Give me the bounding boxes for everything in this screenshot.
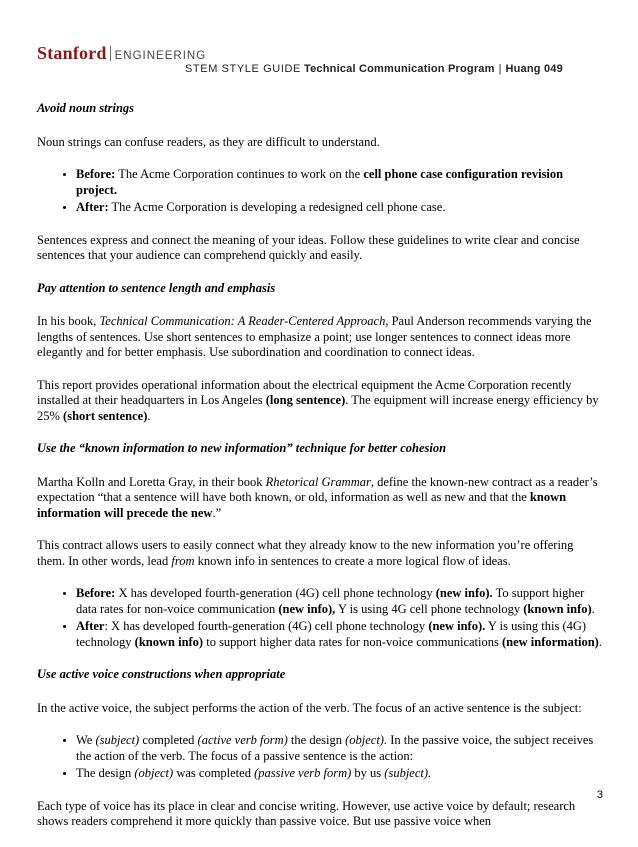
- heading-known-new: Use the “known information to new information” technique for better cohesion: [37, 441, 447, 455]
- paragraph: Sentences express and connect the meaning of your ideas. Follow these guidelines to write clear and concise sentences that your audience can comprehend quickly and easily.: [37, 232, 580, 262]
- header-course: Huang 049: [505, 63, 563, 75]
- list-item: • Before: X has developed fourth-generation (4G) cell phone technology (new info). To support higher data rates for non-voice communication (new info), Y is using 4G cell phone technology (known info).: [76, 586, 603, 617]
- list-item: • The design (object) was completed (passive verb form) by us (subject).: [76, 766, 603, 782]
- list-item: • We (subject) completed (active verb form) the design (object). In the passive voice, the subject receives the action of the verb. The focus of a passive sentence is the action:: [76, 733, 603, 764]
- page-number: 3: [596, 789, 603, 801]
- heading-sentence-length: Pay attention to sentence length and emphasis: [37, 280, 276, 295]
- list-item: • After: X has developed fourth-generation (4G) cell phone technology (new info). Y is using this (4G) technology (known info) to support higher data rates for non-voice communications (new information).: [76, 619, 603, 650]
- paragraph: In the active voice, the subject performs the action of the verb. The focus of an active sentence is the subject:: [37, 700, 582, 715]
- document-body: [37, 101, 603, 847]
- stanford-engineering-logo: [37, 43, 206, 64]
- logo-engineering: ENGINEERING: [114, 50, 207, 62]
- bullet-list: [37, 733, 603, 782]
- list-item: • After: The Acme Corporation is developing a redesigned cell phone case.: [76, 200, 603, 216]
- paragraph: This contract allows users to easily connect what they already know to the new information you’re offering them. In other words, lead from known info in sentences to create a more logical flow of ideas.: [37, 538, 574, 568]
- heading-noun-strings: Avoid noun strings: [37, 101, 135, 115]
- heading-active-voice: Use active voice constructions when appropriate: [37, 667, 286, 681]
- header-separator: |: [498, 63, 502, 75]
- paragraph: Noun strings can confuse readers, as they are difficult to understand.: [37, 134, 380, 149]
- list-item: • Before: The Acme Corporation continues to work on the cell phone case configuration revision project.: [76, 167, 603, 198]
- bullet-list: [37, 586, 603, 650]
- bullet-list: [37, 167, 603, 216]
- paragraph: Each type of voice has its place in clear and concise writing. However, use active voice by default; research shows readers comprehend it more quickly than passive voice. But use passive voice when: [37, 798, 576, 828]
- logo-stanford: Stanford: [37, 43, 107, 63]
- page-header: [185, 63, 563, 75]
- paragraph: This report provides operational information about the electrical equipment the Acme Corporation recently installed at their headquarters in Los Angeles (long sentence). The equipment will increase energy efficiency by 25% (short sentence).: [37, 377, 599, 423]
- header-program: Technical Communication Program: [304, 63, 495, 75]
- logo-divider: [110, 46, 111, 61]
- paragraph: Martha Kolln and Loretta Gray, in their book Rhetorical Grammar, define the known-new contract as a reader’s expectation “that a sentence will have both known, or old, information as well as new and that the known information will precede the new.”: [37, 474, 598, 520]
- paragraph: In his book, Technical Communication: A Reader-Centered Approach, Paul Anderson recommends varying the lengths of sentences. Use short sentences to emphasize a point; use longer sentences to connect ideas more elegantly and for better emphasis. Use subordination and coordination to connect ideas.: [37, 314, 592, 359]
- header-guide: STEM STYLE GUIDE: [185, 63, 301, 75]
